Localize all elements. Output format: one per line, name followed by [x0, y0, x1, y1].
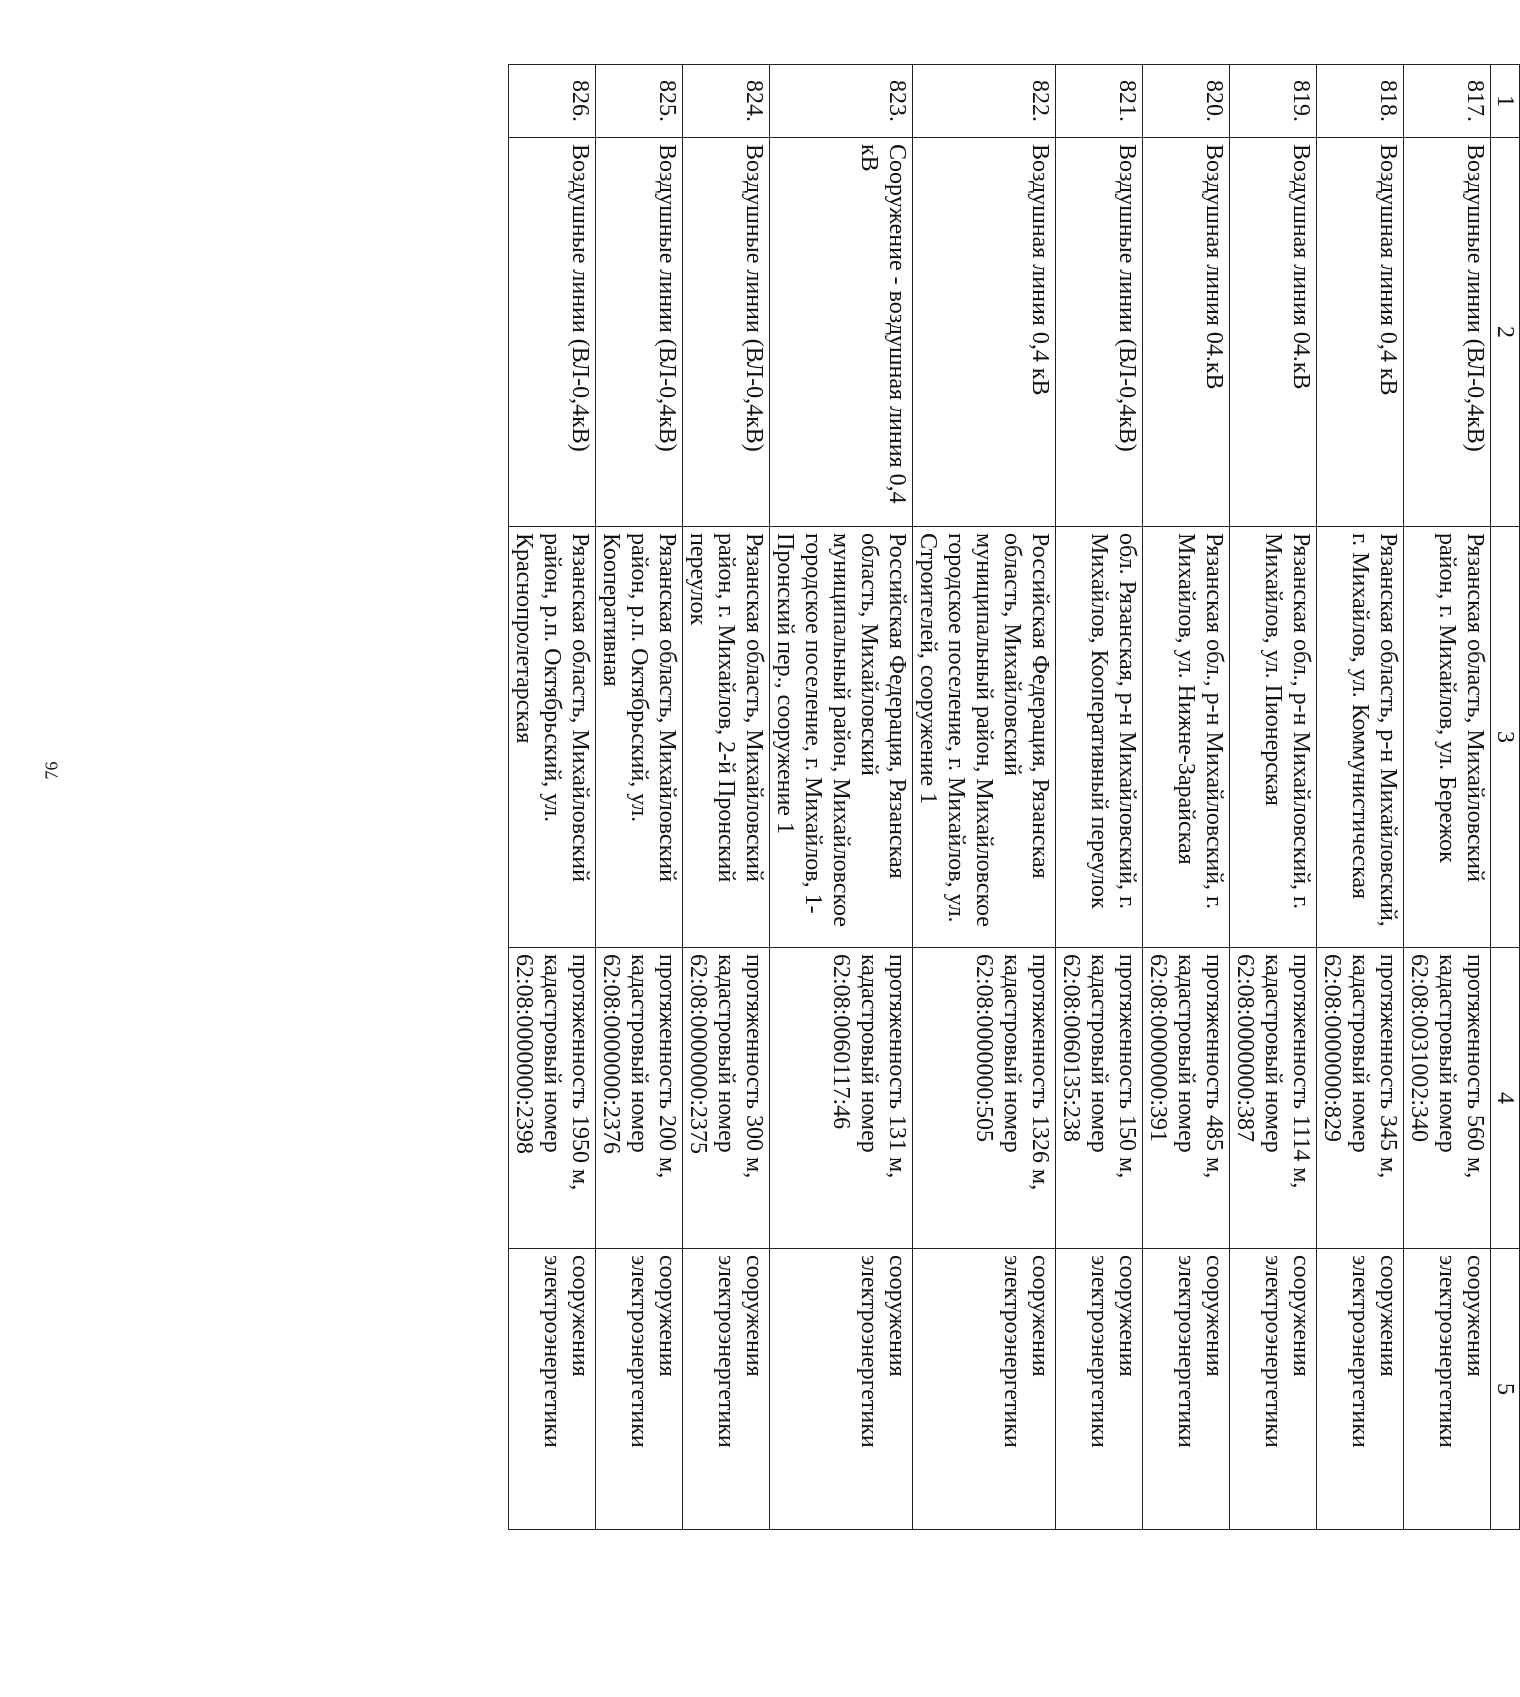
header-col-2: 2: [1491, 138, 1520, 527]
row-number: 817.: [1404, 65, 1491, 138]
object-name: Воздушные линии (ВЛ-0,4кВ): [596, 138, 683, 527]
object-details: протяженность 150 м, кадастровый номер 62:08:0060135:238: [1056, 948, 1143, 1249]
table-row: [596, 65, 683, 1530]
row-number: 826.: [509, 65, 596, 138]
object-name: Воздушные линии (ВЛ-0,4кВ): [1404, 138, 1491, 527]
row-number: 825.: [596, 65, 683, 138]
table-row: [683, 65, 770, 1530]
table-row: [1317, 65, 1404, 1530]
object-type: сооружения электроэнергетики: [509, 1249, 596, 1530]
object-address: Рязанская область, Михайловский район, р.п. Октябрьский, ул. Кооперативная: [596, 527, 683, 948]
object-name: Воздушные линии (ВЛ-0,4кВ): [683, 138, 770, 527]
row-number: 823.: [770, 65, 913, 138]
object-details: протяженность 1114 м, кадастровый номер 62:08:0000000:387: [1230, 948, 1317, 1249]
table-row: [1143, 65, 1230, 1530]
table-row: [1230, 65, 1317, 1530]
object-name: Воздушная линия 04.кВ: [1230, 138, 1317, 527]
header-col-5: 5: [1491, 1249, 1520, 1530]
header-col-3: 3: [1491, 527, 1520, 948]
object-address: Российская Федерация, Рязанская область, Михайловский муниципальный район, Михайловское городское поселение, г. Михайлов, 1-Пронский пер., сооружение 1: [770, 527, 913, 948]
header-col-4: 4: [1491, 948, 1520, 1249]
object-address: Рязанская область, р-н Михайловский, г. Михайлов, ул. Коммунистическая: [1317, 527, 1404, 948]
row-number: 820.: [1143, 65, 1230, 138]
object-details: протяженность 1950 м, кадастровый номер 62:08:0000000:2398: [509, 948, 596, 1249]
row-number: 821.: [1056, 65, 1143, 138]
object-address: Рязанская область, Михайловский район, г. Михайлов, ул. Бережок: [1404, 527, 1491, 948]
object-name: Воздушная линия 0,4 кВ: [1317, 138, 1404, 527]
object-details: протяженность 300 м, кадастровый номер 62:08:0000000:2375: [683, 948, 770, 1249]
object-type: сооружения электроэнергетики: [1404, 1249, 1491, 1530]
object-type: сооружения электроэнергетики: [770, 1249, 913, 1530]
object-name: Воздушные линии (ВЛ-0,4кВ): [509, 138, 596, 527]
object-details: протяженность 131 м, кадастровый номер 62:08:0060117:46: [770, 948, 913, 1249]
object-details: протяженность 200 м, кадастровый номер 62:08:0000000:2376: [596, 948, 683, 1249]
row-number: 819.: [1230, 65, 1317, 138]
row-number: 818.: [1317, 65, 1404, 138]
object-name: Сооружение - воздушная линия 0,4 кВ: [770, 138, 913, 527]
table-row: [770, 65, 913, 1530]
object-address: Российская Федерация, Рязанская область, Михайловский муниципальный район, Михайловское городское поселение, г. Михайлов, ул. Строителей, сооружение 1: [913, 527, 1056, 948]
object-address: Рязанская область, Михайловский район, г. Михайлов, 2-й Пронский переулок: [683, 527, 770, 948]
object-details: протяженность 485 м, кадастровый номер 62:08:0000000:391: [1143, 948, 1230, 1249]
row-number: 824.: [683, 65, 770, 138]
object-type: сооружения электроэнергетики: [913, 1249, 1056, 1530]
registry-table: [508, 64, 1520, 1530]
object-address: обл. Рязанская, р-н Михайловский, г. Михайлов, Кооперативный переулок: [1056, 527, 1143, 948]
object-type: сооружения электроэнергетики: [683, 1249, 770, 1530]
header-row: [1491, 65, 1520, 1530]
object-details: протяженность 1326 м, кадастровый номер 62:08:0000000:505: [913, 948, 1056, 1249]
header-col-1: 1: [1491, 65, 1520, 138]
rotated-table-container: [508, 64, 1520, 1524]
object-details: протяженность 345 м, кадастровый номер 62:08:0000000:829: [1317, 948, 1404, 1249]
table-row: [509, 65, 596, 1530]
object-address: Рязанская обл., р-н Михайловский, г. Михайлов, ул. Нижне-Зарайская: [1143, 527, 1230, 948]
table-row: [1056, 65, 1143, 1530]
object-type: сооружения электроэнергетики: [1143, 1249, 1230, 1530]
object-name: Воздушные линии (ВЛ-0,4кВ): [1056, 138, 1143, 527]
object-name: Воздушная линия 04.кВ: [1143, 138, 1230, 527]
object-type: сооружения электроэнергетики: [1230, 1249, 1317, 1530]
row-number: 822.: [913, 65, 1056, 138]
object-type: сооружения электроэнергетики: [1317, 1249, 1404, 1530]
object-address: Рязанская область, Михайловский район, р.п. Октябрьский, ул. Краснопролетарская: [509, 527, 596, 948]
object-details: протяженность 560 м, кадастровый номер 62:08:0031002:340: [1404, 948, 1491, 1249]
object-name: Воздушная линия 0,4 кВ: [913, 138, 1056, 527]
table-row: [913, 65, 1056, 1530]
page-number: 76: [41, 761, 62, 780]
table-row: [1404, 65, 1491, 1530]
object-address: Рязанская обл., р-н Михайловский, г. Михайлов, ул. Пионерская: [1230, 527, 1317, 948]
object-type: сооружения электроэнергетики: [1056, 1249, 1143, 1530]
object-type: сооружения электроэнергетики: [596, 1249, 683, 1530]
